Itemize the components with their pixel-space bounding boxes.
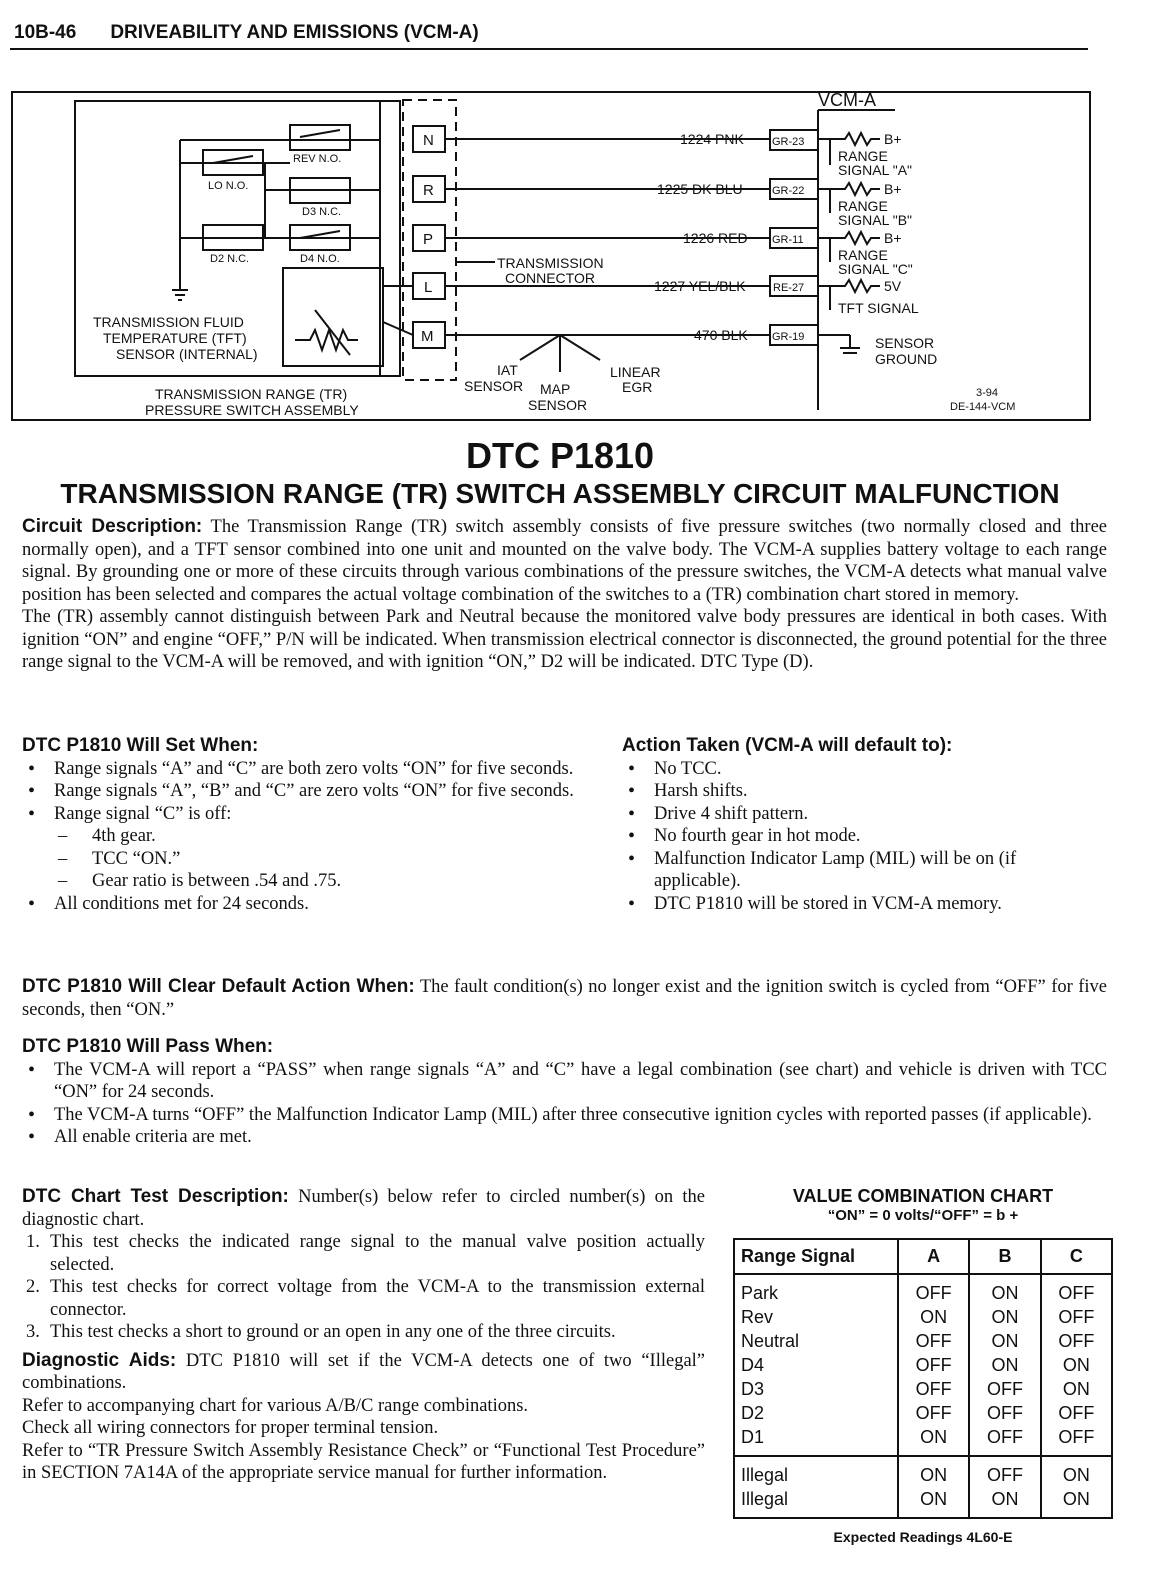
chart-test-label: DTC Chart Test Description: <box>22 1186 289 1207</box>
term-re27-label: RE-27 <box>773 282 805 294</box>
cell: OFF <box>969 1401 1040 1425</box>
dtc-subtitle: TRANSMISSION RANGE (TR) SWITCH ASSEMBLY CIRCUIT MALFUNCTION <box>60 478 1060 509</box>
chart-subtitle: “ON” = 0 volts/“OFF” = b + <box>827 1207 1019 1224</box>
header-b: B <box>969 1239 1040 1274</box>
sensor-ground-2: GROUND <box>875 351 938 367</box>
pass-item: • The VCM-A turns “OFF” the Malfunction Indicator Lamp (MIL) after three consecutive ignition cycles with reported passes (if applicable). <box>22 1104 1107 1127</box>
aids-text-3: Check all wiring connectors for proper terminal tension. <box>22 1418 439 1438</box>
chart-test-item <box>22 1321 705 1344</box>
table-row <box>734 1305 1112 1329</box>
egr-1: LINEAR <box>610 364 661 380</box>
cell: OFF <box>898 1377 969 1401</box>
chart-test-item <box>22 1276 705 1321</box>
action-item: • Harsh shifts. <box>622 780 1102 803</box>
pin-p: P <box>423 231 434 248</box>
pass-section <box>22 1036 1107 1149</box>
five-volt: 5V <box>884 278 902 294</box>
table-row <box>734 1377 1112 1401</box>
iat-2: SENSOR <box>464 378 524 394</box>
connector-label-1: TRANSMISSION <box>497 255 604 271</box>
switch-d4-blade <box>300 231 340 238</box>
cell: ON <box>969 1329 1040 1353</box>
cell: OFF <box>898 1329 969 1353</box>
cell: OFF <box>969 1377 1040 1401</box>
circuit-label: Circuit Description: <box>22 516 203 537</box>
table-row-illegal <box>734 1456 1112 1487</box>
sw-rev-label: REV N.O. <box>293 153 342 165</box>
tft-resistor <box>295 330 358 350</box>
item-number: 3. <box>26 1322 40 1342</box>
egr-2: EGR <box>622 379 653 395</box>
pin-n: N <box>423 132 434 149</box>
cell: ON <box>898 1456 969 1487</box>
cell: OFF <box>1041 1274 1112 1305</box>
connector-label-2: CONNECTOR <box>505 270 595 286</box>
header-range-signal: Range Signal <box>734 1239 898 1274</box>
pin-r: R <box>423 182 434 199</box>
dtc-title: DTC P1810 <box>465 435 655 476</box>
wire-1227-label: 1227 YEL/BLK <box>654 278 746 294</box>
bplus-2: B+ <box>884 181 902 197</box>
tft-sensor-box <box>283 268 383 366</box>
cell: OFF <box>898 1274 969 1305</box>
circuit-text-1: The Transmission Range (TR) switch assembly consists of five pressure switches (two normally closed and three normally open), and a TFT sensor combined into one unit and mounted on the valve body. The VCM-A supplies battery voltage to each range signal. By grounding one or more of these circuits through various combinations of the pressure switches, the VCM-A detects what manual valve position has been selected and compares the actual voltage combination of the switches to a (TR) combination chart stored in memory. <box>22 517 1107 605</box>
action-item: • No fourth gear in hot mode. <box>622 825 1102 848</box>
will-set-section <box>22 735 592 915</box>
cell: OFF <box>969 1456 1040 1487</box>
will-set-subitem: – Gear ratio is between .54 and .75. <box>22 870 592 893</box>
cell: OFF <box>898 1353 969 1377</box>
cell: ON <box>1041 1487 1112 1518</box>
aids-text-4: Refer to “TR Pressure Switch Assembly Resistance Check” or “Functional Test Procedure” in SECTION 7A14A of the appropriate service manual for further information. <box>22 1440 705 1483</box>
tft-label-3: SENSOR (INTERNAL) <box>116 346 258 362</box>
row-label: D3 <box>734 1377 898 1401</box>
cell: ON <box>969 1274 1040 1305</box>
cell: OFF <box>1041 1329 1112 1353</box>
tft-wire-m <box>383 322 413 335</box>
row-label: Illegal <box>734 1487 898 1518</box>
clear-label: DTC P1810 Will Clear Default Action When: <box>22 976 415 997</box>
shared-sensor-arrows <box>520 335 600 372</box>
header-a: A <box>898 1239 969 1274</box>
pass-item: • The VCM-A will report a “PASS” when range signals “A” and “C” have a legal combination (see chart) and vehicle is driven with TCC “ON” for 24 seconds. <box>22 1059 1107 1104</box>
action-section <box>622 735 1102 915</box>
will-set-item: • Range signals “A”, “B” and “C” are zero volts “ON” for five seconds. <box>22 780 592 803</box>
row-label: Neutral <box>734 1329 898 1353</box>
value-combination-chart <box>733 1186 1113 1545</box>
table-row <box>734 1274 1112 1305</box>
chart-test-section <box>22 1186 705 1485</box>
pin-m: M <box>421 328 434 345</box>
tft-label-1: TRANSMISSION FLUID <box>93 314 244 330</box>
row-label: D4 <box>734 1353 898 1377</box>
cell: OFF <box>1041 1401 1112 1425</box>
item-text: This test checks for correct voltage from the VCM-A to the transmission external connector. <box>50 1277 705 1320</box>
term-gr11-label: GR-11 <box>772 234 804 246</box>
row-label: Rev <box>734 1305 898 1329</box>
bplus-3: B+ <box>884 230 902 246</box>
will-set-label: DTC P1810 Will Set When: <box>22 735 259 756</box>
action-label: Action Taken (VCM-A will default to): <box>622 735 953 756</box>
table-row <box>734 1353 1112 1377</box>
will-set-item: • Range signal “C” is off: <box>22 803 592 826</box>
cell: OFF <box>1041 1305 1112 1329</box>
switch-rev <box>290 125 350 150</box>
wire-1225-label: 1225 DK BLU <box>657 181 743 197</box>
cell: ON <box>898 1487 969 1518</box>
aids-text-1: DTC P1810 will set if the VCM-A detects one of two “Illegal” combinations. <box>22 1350 706 1393</box>
table-header-row <box>734 1239 1112 1274</box>
sw-d4-label: D4 N.O. <box>300 253 340 265</box>
vcm-label: VCM-A <box>818 90 876 110</box>
pass-item: • All enable criteria are met. <box>22 1126 1107 1149</box>
table-row <box>734 1425 1112 1456</box>
tr-label-2: PRESSURE SWITCH ASSEMBLY <box>145 402 359 418</box>
clear-text: The fault condition(s) no longer exist and the ignition switch is cycled from “OFF” for five seconds, then “ON.” <box>22 977 1107 1020</box>
action-item: • DTC P1810 will be stored in VCM-A memory. <box>622 893 1102 916</box>
table-row <box>734 1329 1112 1353</box>
sig-a-2: SIGNAL "A" <box>838 162 912 178</box>
diagram-code: DE-144-VCM <box>950 401 1016 413</box>
action-item: • Malfunction Indicator Lamp (MIL) will be on (if applicable). <box>622 848 1102 893</box>
diagram-date: 3-94 <box>976 387 999 399</box>
sw-d2-label: D2 N.C. <box>210 253 250 265</box>
term-gr22-label: GR-22 <box>772 185 805 197</box>
chart-title: VALUE COMBINATION CHART <box>792 1186 1054 1206</box>
iat-1: IAT <box>497 362 518 378</box>
wire-1226-label: 1226 RED <box>683 230 748 246</box>
tr-label-1: TRANSMISSION RANGE (TR) <box>155 386 348 402</box>
cell: ON <box>898 1425 969 1456</box>
action-item: • Drive 4 shift pattern. <box>622 803 1102 826</box>
sig-c-2: SIGNAL "C" <box>838 261 913 277</box>
item-number: 1. <box>26 1232 40 1252</box>
will-set-subitem: – 4th gear. <box>22 825 592 848</box>
clear-section <box>22 976 1107 1021</box>
sig-b-2: SIGNAL "B" <box>838 212 912 228</box>
will-set-subitem: – TCC “ON.” <box>22 848 592 871</box>
aids-label: Diagnostic Aids: <box>22 1349 177 1371</box>
cell: ON <box>969 1487 1040 1518</box>
tft-label-2: TEMPERATURE (TFT) <box>103 330 247 346</box>
chart-test-intro: Number(s) below refer to circled number(s) on the diagnostic chart. <box>22 1187 705 1230</box>
page-number: 10B-46 <box>14 22 77 43</box>
sig-a-1: RANGE <box>838 148 888 164</box>
sig-b-1: RANGE <box>838 198 888 214</box>
row-label: D2 <box>734 1401 898 1425</box>
wiring-diagram <box>0 0 1152 430</box>
value-table <box>733 1238 1113 1519</box>
map-2: SENSOR <box>528 397 588 413</box>
will-set-item: • All conditions met for 24 seconds. <box>22 893 592 916</box>
diagnostic-aids <box>22 1350 705 1485</box>
bplus-1: B+ <box>884 131 902 147</box>
table-row <box>734 1401 1112 1425</box>
map-1: MAP <box>540 381 571 397</box>
cell: ON <box>969 1305 1040 1329</box>
wire-470-label: 470 BLK <box>694 327 748 343</box>
aids-text-2: Refer to accompanying chart for various A/B/C range combinations. <box>22 1395 529 1416</box>
cell: ON <box>1041 1377 1112 1401</box>
chart-test-item <box>22 1231 705 1276</box>
will-set-item: • Range signals “A” and “C” are both zero volts “ON” for five seconds. <box>22 758 592 781</box>
sensor-ground-1: SENSOR <box>875 335 935 351</box>
chart-footer: Expected Readings 4L60-E <box>833 1529 1013 1545</box>
term-gr23-label: GR-23 <box>772 136 805 148</box>
circuit-description <box>22 516 1107 674</box>
cell: ON <box>1041 1353 1112 1377</box>
item-number: 2. <box>26 1277 40 1297</box>
cell: ON <box>1041 1456 1112 1487</box>
cell: ON <box>969 1353 1040 1377</box>
table-row-illegal <box>734 1487 1112 1518</box>
switch-lo-blade <box>213 156 253 163</box>
pass-label: DTC P1810 Will Pass When: <box>22 1036 274 1057</box>
cell: OFF <box>969 1425 1040 1456</box>
item-text: This test checks the indicated range signal to the manual valve position actually selected. <box>50 1232 705 1275</box>
header-c: C <box>1041 1239 1112 1274</box>
action-item: • No TCC. <box>622 758 1102 781</box>
row-label: Park <box>734 1274 898 1305</box>
sw-lo-label: LO N.O. <box>208 180 249 192</box>
item-text: This test checks a short to ground or an open in any one of the three circuits. <box>50 1322 616 1342</box>
cell: OFF <box>1041 1425 1112 1456</box>
row-label: Illegal <box>734 1456 898 1487</box>
sig-c-1: RANGE <box>838 247 888 263</box>
sw-d3-label: D3 N.C. <box>302 206 342 218</box>
tft-signal: TFT SIGNAL <box>838 300 919 316</box>
row-label: D1 <box>734 1425 898 1456</box>
circuit-text-2: The (TR) assembly cannot distinguish between Park and Neutral because the monitored valve body pressures are identical in both cases. With ignition “ON” and engine “OFF,” P/N will be indicated. When transmission electrical connector is disconnected, the ground potential for the three range signal to the VCM-A will be removed, and with ignition “ON,” D2 will be indicated. DTC Type (D). <box>22 607 1107 672</box>
switch-rev-blade <box>300 130 340 137</box>
wire-1224-label: 1224 PNK <box>680 131 744 147</box>
term-gr19-label: GR-19 <box>772 331 805 343</box>
pin-l: L <box>424 279 433 296</box>
page-title: DRIVEABILITY AND EMISSIONS (VCM-A) <box>110 22 479 43</box>
cell: OFF <box>898 1401 969 1425</box>
cell: ON <box>898 1305 969 1329</box>
